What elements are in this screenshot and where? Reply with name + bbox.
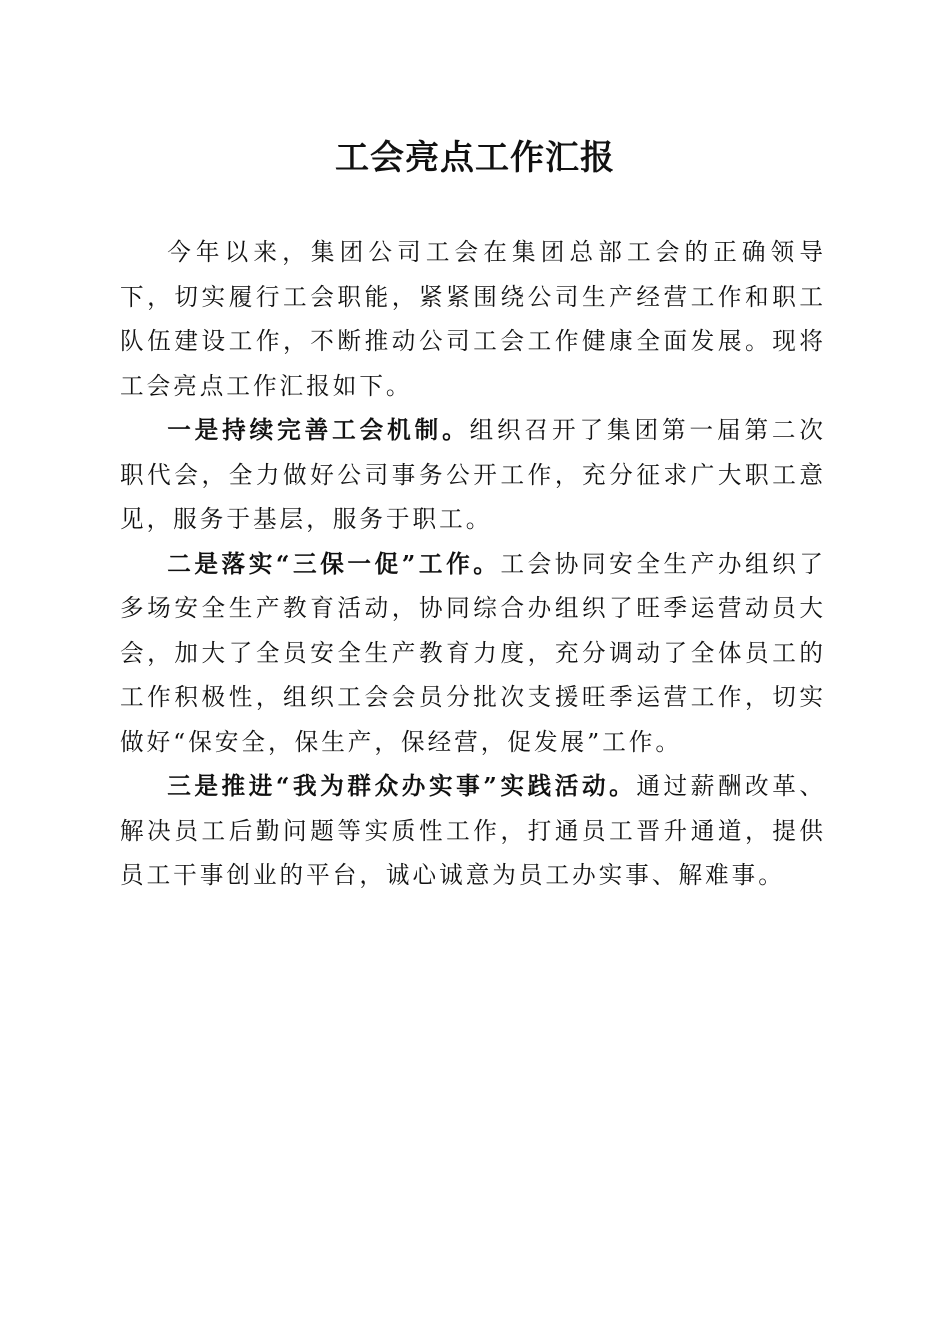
document-body: [120, 230, 826, 898]
intro-paragraph: 今年以来，集团公司工会在集团总部工会的正确领导下，切实履行工会职能，紧紧围绕公司生产经营工作和职工队伍建设工作，不断推动公司工会工作健康全面发展。现将工会亮点工作汇报如下。: [120, 238, 826, 400]
section-lead-3: 三是推进“我为群众办实事”实践活动。: [167, 772, 637, 800]
section-text-2: 工会协同安全生产办组织了多场安全生产教育活动，协同综合办组织了旺季运营动员大会，加大了全员安全生产教育力度，充分调动了全体员工的工作积极性，组织工会会员分批次支援旺季运营工作，切实做好“保安全，保生产，保经营，促发展”工作。: [120, 549, 826, 756]
section-paragraph-2: [120, 542, 826, 765]
section-paragraph-3: [120, 764, 826, 898]
section-paragraph-1: [120, 408, 826, 542]
section-lead-2: 二是落实“三保一促”工作。: [167, 549, 501, 578]
section-lead-1: 一是持续完善工会机制。: [167, 416, 470, 444]
section-text-1: 组织召开了集团第一届第二次职代会，全力做好公司事务公开工作，充分征求广大职工意见，服务于基层，服务于职工。: [120, 416, 827, 533]
section-text-3: 通过薪酬改革、解决员工后勤问题等实质性工作，打通员工晋升通道，提供员工干事创业的平台，诚心诚意为员工办实事、解难事。: [120, 772, 827, 889]
document-title: 工会亮点工作汇报: [335, 138, 615, 178]
